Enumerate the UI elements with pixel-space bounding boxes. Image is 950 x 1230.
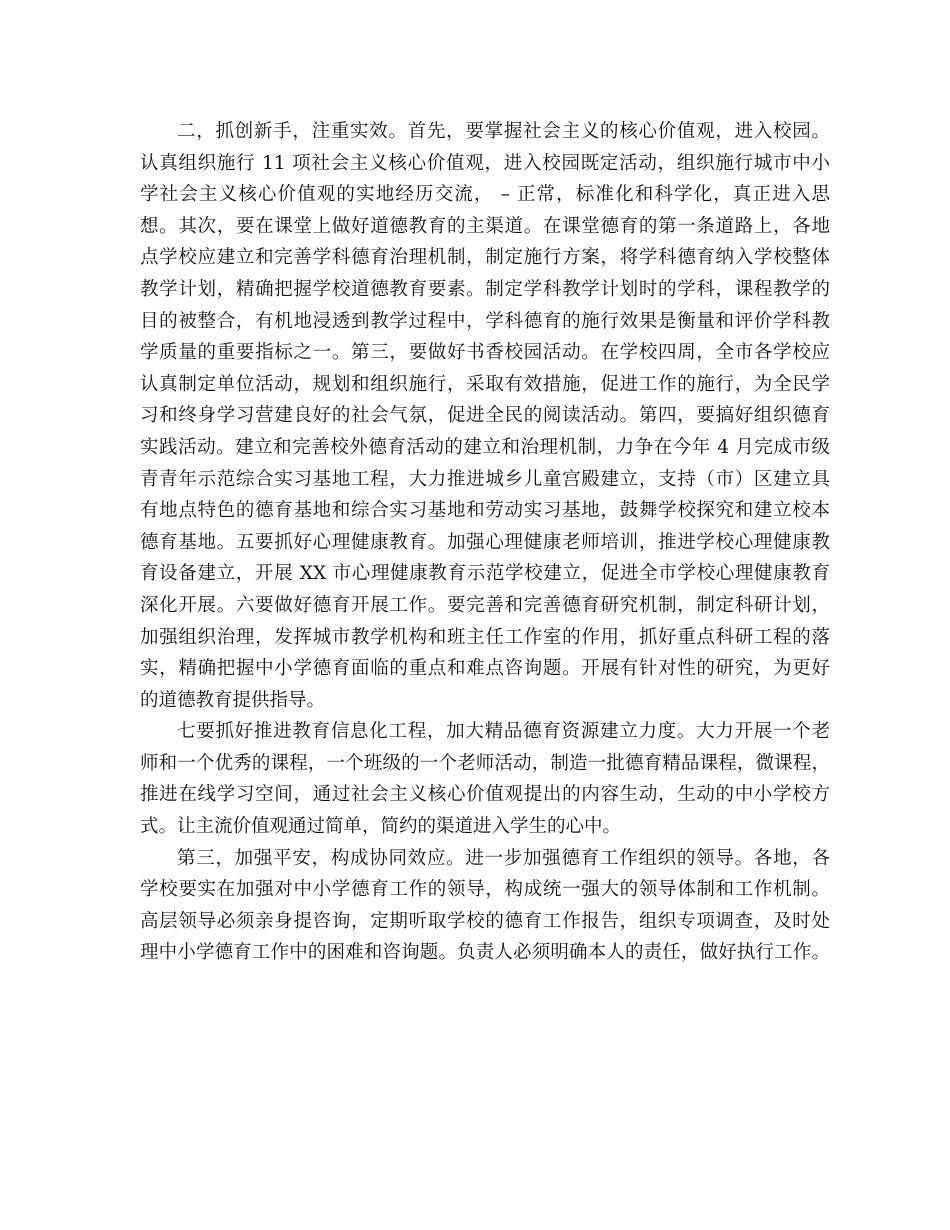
text-line: 认真制定单位活动，规划和组织施行，采取有效措施，促进工作的施行，为全民学 — [140, 373, 830, 395]
text-line: 育设备建立，开展 XX 市心理健康教育示范学校建立，促进全市学校心理健康教育 — [140, 563, 830, 585]
text-line: 德育基地。五要抓好心理健康教育。加强心理健康老师培训，推进学校心理健康教 — [140, 531, 830, 553]
text-line: 式。让主流价值观通过简单，简约的渠道进入学生的心中。 — [140, 816, 622, 838]
text-line: 想。其次，要在课堂上做好道德教育的主渠道。在课堂德育的第一条道路上，各地 — [140, 215, 830, 237]
text-line: 理中小学德育工作中的困难和咨询题。负责人必须明确本人的责任，做好执行工作。 — [140, 942, 830, 964]
text-line: 推进在线学习空间，通过社会主义核心价值观提出的内容生动，生动的中小学校方 — [140, 784, 830, 806]
text-line: 的道德教育提供指导。 — [140, 689, 326, 711]
text-line: 有地点特色的德育基地和综合实习基地和劳动实习基地，鼓舞学校探究和建立校本 — [140, 500, 830, 522]
text-line: 深化开展。六要做好德育开展工作。要完善和完善德育研究机制，制定科研计划， — [140, 594, 830, 616]
text-line: 师和一个优秀的课程，一个班级的一个老师活动，制造一批德育精品课程，微课程， — [140, 752, 830, 774]
text-line: 实，精确把握中小学德育面临的重点和难点咨询题。开展有针对性的研究，为更好 — [140, 658, 830, 680]
text-line: 第三，加强平安，构成协同效应。进一步加强德育工作组织的领导。各地，各 — [177, 847, 830, 869]
text-line: 认真组织施行 11 项社会主义核心价值观，进入校园既定活动，组织施行城市中小 — [140, 152, 830, 174]
paragraph-3 — [140, 843, 830, 969]
text-line: 二，抓创新手，注重实效。首先，要掌握社会主义的核心价值观，进入校园。 — [177, 121, 830, 142]
text-line: 习和终身学习营建良好的社会气氛，促进全民的阅读活动。第四，要搞好组织德育 — [140, 405, 830, 427]
text-line: 学社会主义核心价值观的实地经历交流， – 正常，标准化和科学化，真正进入思 — [140, 184, 830, 206]
text-line: 青青年示范综合实习基地工程，大力推进城乡儿童宫殿建立，支持（市）区建立具 — [140, 468, 830, 490]
text-line: 实践活动。建立和完善校外德育活动的建立和治理机制，力争在今年 4 月完成市级 — [140, 436, 830, 458]
document-body — [140, 116, 830, 969]
text-line: 加强组织治理，发挥城市教学机构和班主任工作室的作用，抓好重点科研工程的落 — [140, 626, 830, 648]
text-line: 高层领导必须亲身提咨询，定期听取学校的德育工作报告，组织专项调查，及时处 — [140, 910, 830, 932]
text-line: 点学校应建立和完善学科德育治理机制，制定施行方案，将学科德育纳入学校整体 — [140, 247, 830, 269]
paragraph-2 — [140, 716, 830, 842]
text-line: 七要抓好推进教育信息化工程，加大精品德育资源建立力度。大力开展一个老 — [177, 721, 830, 743]
text-line: 目的被整合，有机地浸透到教学过程中，学科德育的施行效果是衡量和评价学科教 — [140, 310, 830, 332]
paragraph-1 — [140, 116, 830, 716]
text-line: 教学计划，精确把握学校道德教育要素。制定学科教学计划时的学科，课程教学的 — [140, 278, 830, 300]
text-line: 学校要实在加强对中小学德育工作的领导，构成统一强大的领导体制和工作机制。 — [140, 879, 830, 901]
text-line: 学质量的重要指标之一。第三，要做好书香校园活动。在学校四周，全市各学校应 — [140, 342, 830, 364]
